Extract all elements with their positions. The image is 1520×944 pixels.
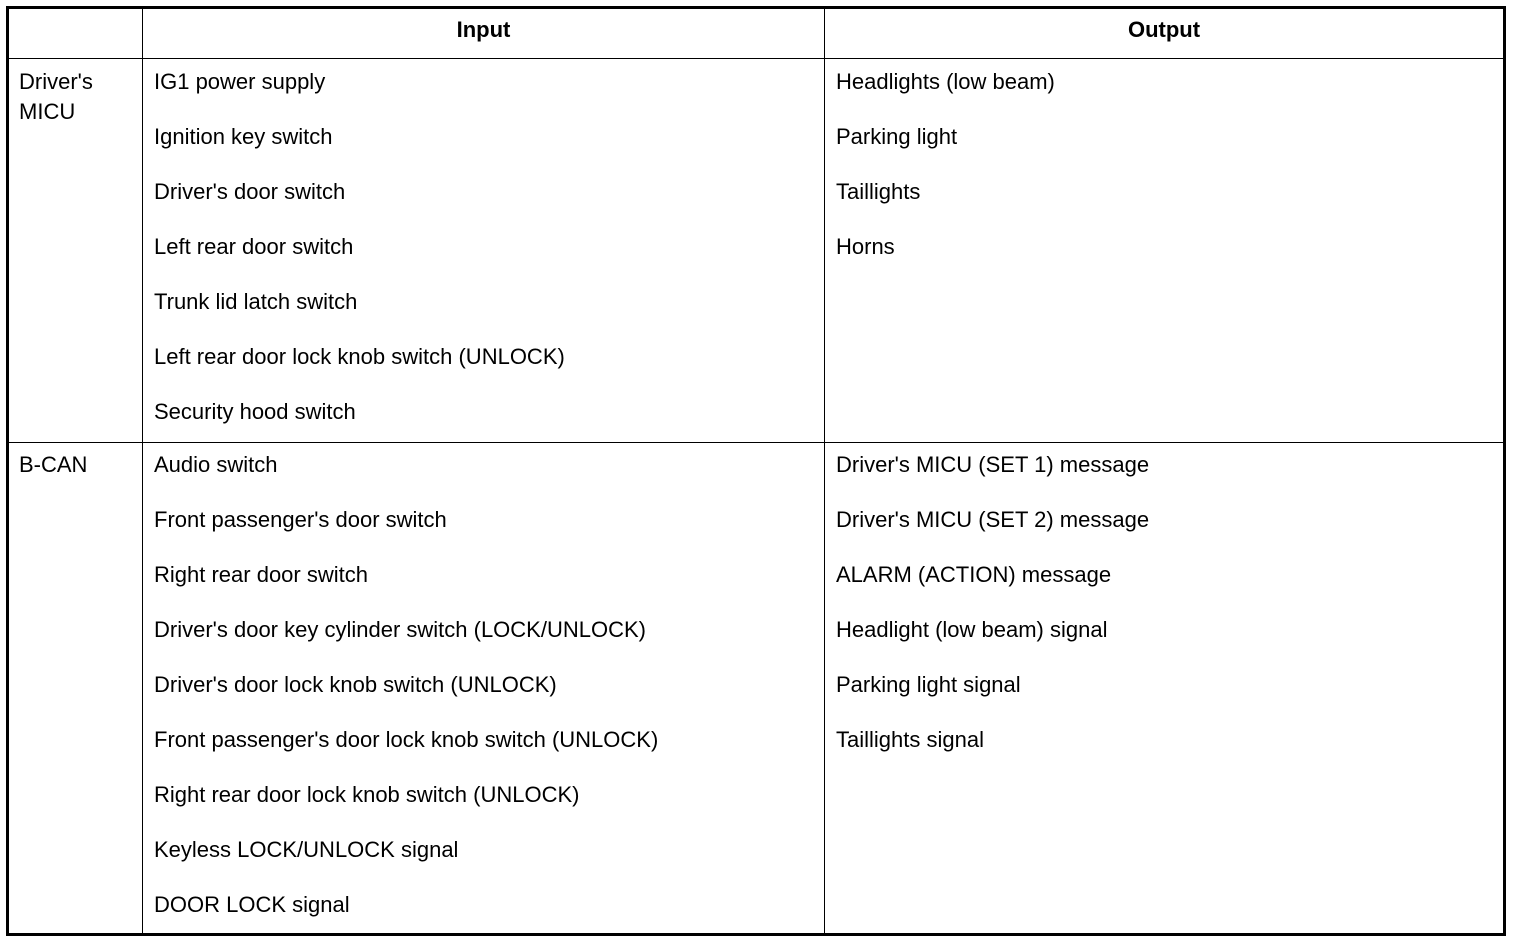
input-item: Driver's door key cylinder switch (LOCK/UNLOCK) [154,617,646,642]
header-output: Output [1127,17,1201,42]
input-item: Left rear door switch [154,234,354,259]
input-item: Ignition key switch [154,124,333,149]
input-item: Right rear door lock knob switch (UNLOCK) [154,782,580,807]
input-item: IG1 power supply [154,69,326,94]
input-item: Trunk lid latch switch [154,289,358,314]
output-item: Horns [836,234,895,259]
output-item: Headlights (low beam) [836,69,1055,94]
header-input: Input [456,17,511,42]
output-item: Parking light signal [836,672,1021,697]
input-item: Audio switch [154,452,278,477]
row-label-b-can: B-CAN [19,452,88,477]
output-item: Parking light [836,124,958,149]
input-item: Left rear door lock knob switch (UNLOCK) [154,344,565,369]
output-item: ALARM (ACTION) message [836,562,1112,587]
column-divider-1 [142,9,143,933]
column-divider-2 [824,9,825,933]
input-item: Security hood switch [154,399,356,424]
header-empty-cell [9,9,142,59]
input-item: DOOR LOCK signal [154,892,350,917]
output-item: Headlight (low beam) signal [836,617,1108,642]
output-item: Driver's MICU (SET 1) message [836,452,1150,477]
input-item: Driver's door lock knob switch (UNLOCK) [154,672,557,697]
output-item: Taillights [836,179,921,204]
io-table [6,6,1506,936]
input-item: Right rear door switch [154,562,368,587]
input-item: Keyless LOCK/UNLOCK signal [154,837,459,862]
output-item: Taillights signal [836,727,984,752]
output-item: Driver's MICU (SET 2) message [836,507,1150,532]
input-item: Front passenger's door lock knob switch (UNLOCK) [154,727,659,752]
row-divider [9,442,1503,443]
input-item: Front passenger's door switch [154,507,447,532]
input-item: Driver's door switch [154,179,346,204]
row-label-drivers-micu: Driver's MICU [19,69,93,124]
